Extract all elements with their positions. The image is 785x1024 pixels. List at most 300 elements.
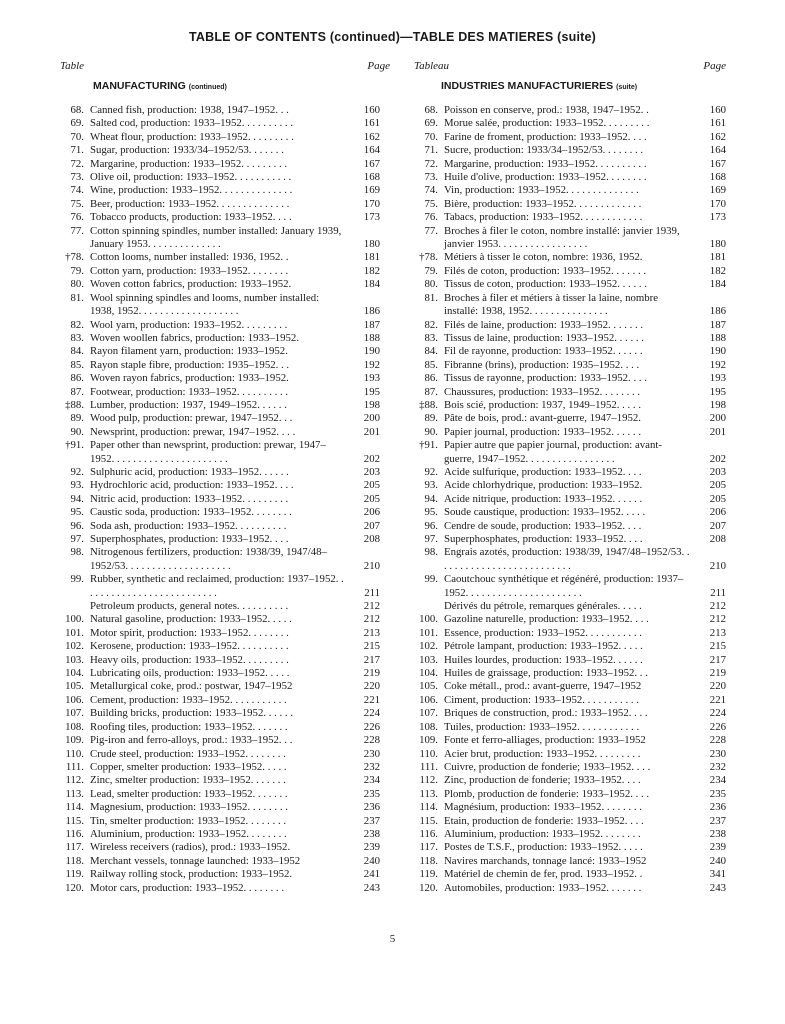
entry-number: 112. — [419, 774, 438, 787]
entry-page: 208 — [709, 533, 726, 545]
toc-entry — [414, 868, 726, 881]
entry-page: 182 — [709, 264, 726, 277]
entry-number: 76. — [70, 211, 84, 224]
toc-entry — [414, 345, 726, 358]
entry-text: Huiles de graissage, production: 1933–1952. . . — [444, 667, 648, 680]
entry-number — [414, 600, 444, 613]
entry-number: 102. — [419, 640, 438, 653]
entry-number: 117. — [65, 841, 84, 854]
entry-page: 198 — [363, 398, 380, 411]
entry-page: 169 — [363, 184, 380, 197]
entry-number: 75. — [70, 197, 84, 210]
entry-number: 109. — [419, 734, 438, 747]
section-heading — [414, 78, 726, 104]
toc-entry — [414, 761, 726, 774]
toc-entry — [60, 399, 390, 412]
entry-number: 83. — [424, 331, 438, 344]
toc-entry — [60, 855, 390, 868]
toc-entry — [414, 573, 726, 600]
toc-entry — [414, 372, 726, 385]
toc-entry — [414, 144, 726, 157]
entry-number: 81. — [424, 291, 438, 304]
entry-page: 192 — [363, 358, 380, 371]
entry-page: 235 — [363, 787, 380, 800]
entry-number: 112. — [65, 774, 84, 787]
entry-page: 219 — [363, 667, 380, 680]
entry-number: †91. — [65, 439, 84, 452]
toc-entry — [414, 627, 726, 640]
toc-entry — [60, 251, 390, 264]
entry-number: 111. — [65, 760, 84, 773]
entry-text: Pétrole lampant, production: 1933–1952. . . . . — [444, 640, 643, 653]
entry-number: 105. — [65, 680, 84, 693]
entry-number: 104. — [65, 667, 84, 680]
entry-number: 113. — [65, 787, 84, 800]
entry-page: 188 — [709, 331, 726, 344]
toc-entry — [414, 600, 726, 613]
entry-page: 205 — [709, 492, 726, 505]
entry-text: Broches à filer le coton, nombre installé: janvier 1939, janvier 1953. . . . . . . . . . . . . . . . . — [444, 224, 680, 251]
entry-text: Cendre de soude, production: 1933–1952. . . . — [444, 519, 642, 532]
entry-text: Nitrogenous fertilizers, production: 1938/39, 1947/48–1952/53. . . . . . . . . . . . . . . . . . . . — [90, 546, 327, 572]
toc-entry — [60, 882, 390, 895]
entry-page: 201 — [363, 425, 380, 438]
toc-entry — [414, 399, 726, 412]
entry-text: Tissus de rayonne, production: 1933–1952. . . . — [444, 372, 647, 385]
toc-entry — [60, 841, 390, 854]
entry-text: Salted cod, production: 1933–1952. . . . . . . . . . — [90, 117, 294, 130]
entry-text: Heavy oils, production: 1933–1952. . . . . . . . . — [90, 653, 289, 666]
entry-page: 170 — [709, 197, 726, 210]
entry-number: 99. — [424, 573, 438, 586]
toc-entry — [60, 131, 390, 144]
toc-entry — [414, 680, 726, 693]
toc-entry — [60, 479, 390, 492]
toc-entry — [414, 654, 726, 667]
entry-page: 238 — [709, 827, 726, 840]
entry-number: 85. — [424, 358, 438, 371]
entry-text: Plomb, production de fonderie: 1933–1952. . . . — [444, 787, 650, 800]
toc-entry — [60, 748, 390, 761]
toc-entry — [414, 117, 726, 130]
toc-entry — [414, 748, 726, 761]
entry-number: 94. — [70, 492, 84, 505]
toc-entry — [414, 251, 726, 264]
entry-text: Broches à filer et métiers à tisser la laine, nombre installé: 1938, 1952. . . . . . . . . . . . . . . — [444, 291, 659, 318]
entry-text: Zinc, production de fonderie; 1933–1952. . . . — [444, 774, 641, 787]
entry-text: Bois scié, production: 1937, 1949–1952. . . . . — [444, 398, 642, 411]
toc-entry — [414, 506, 726, 519]
toc-entry — [60, 426, 390, 439]
entry-page: 239 — [363, 841, 380, 854]
entry-page: 200 — [709, 412, 726, 425]
entry-number: 96. — [70, 519, 84, 532]
entry-page: 224 — [709, 707, 726, 720]
entry-number: 77. — [424, 224, 438, 237]
entry-text: Tobacco products, production: 1933–1952. . . . — [90, 211, 292, 224]
entry-text: Wool spinning spindles and looms, number installed: 1938, 1952. . . . . . . . . . . . . . . . . . . — [90, 291, 320, 318]
entry-number: 98. — [70, 546, 84, 559]
toc-entry — [60, 171, 390, 184]
entry-page: 184 — [363, 278, 380, 291]
entry-number: 107. — [65, 707, 84, 720]
toc-entry — [60, 104, 390, 117]
toc-entry — [60, 828, 390, 841]
entry-text: Briques de construction, prod.: 1933–1952. . . . — [444, 707, 648, 720]
entry-text: Superphosphates, production: 1933–1952. . . . — [90, 533, 289, 545]
entry-text: Superphosphates, production: 1933–1952. . . . — [444, 533, 643, 545]
entry-page: 168 — [363, 171, 380, 184]
toc-entry — [414, 278, 726, 291]
entry-page: 190 — [363, 345, 380, 358]
entry-text: Cuivre, production de fonderie; 1933–1952. . . . — [444, 760, 651, 773]
table-column-label: Table — [60, 60, 85, 72]
entry-text: Nitric acid, production: 1933–1952. . . . . . . . . — [90, 492, 289, 505]
toc-entry — [60, 734, 390, 747]
entry-text: Essence, production: 1933–1952. . . . . . . . . . . — [444, 626, 642, 639]
entry-text: Tin, smelter production: 1933–1952. . . . . . . . — [90, 814, 287, 827]
toc-entry — [60, 278, 390, 291]
entry-number: 101. — [65, 626, 84, 639]
entry-text: Ciment, production: 1933–1952. . . . . . . . . . . — [444, 693, 639, 706]
entry-page: 192 — [709, 358, 726, 371]
entry-number: 79. — [70, 264, 84, 277]
entry-number: 84. — [424, 345, 438, 358]
entry-text: Roofing tiles, production: 1933–1952. . . . . . . — [90, 720, 288, 733]
entry-page: 221 — [709, 693, 726, 706]
entry-page: 213 — [709, 626, 726, 639]
toc-entry — [60, 211, 390, 224]
toc-entry — [414, 211, 726, 224]
entry-text: Copper, smelter production: 1933–1952. . . . . — [90, 760, 287, 773]
toc-entry — [414, 520, 726, 533]
entry-page: 243 — [709, 881, 726, 894]
entry-page: 182 — [363, 264, 380, 277]
entry-page: 235 — [709, 787, 726, 800]
toc-entry — [60, 613, 390, 626]
entry-number: 84. — [70, 345, 84, 358]
toc-entry — [60, 761, 390, 774]
toc-entry — [60, 640, 390, 653]
entry-number: 80. — [70, 278, 84, 291]
entry-text: Zinc, smelter production: 1933–1952. . . . . . . — [90, 774, 286, 787]
entry-text: Crude steel, production: 1933–1952. . . . . . . . — [90, 747, 286, 760]
toc-entry — [414, 439, 726, 466]
entry-page: 162 — [709, 130, 726, 143]
entry-text: Wheat flour, production: 1933–1952. . . . . . . . . — [90, 130, 294, 143]
entry-text: Margarine, production: 1933–1952. . . . . . . . . — [90, 157, 288, 170]
toc-entry — [60, 198, 390, 211]
entry-page: 170 — [363, 197, 380, 210]
entry-page: 213 — [363, 626, 380, 639]
entry-page: 230 — [709, 747, 726, 760]
toc-entry — [60, 372, 390, 385]
toc-entry — [60, 144, 390, 157]
toc-entry — [60, 158, 390, 171]
entry-number: 108. — [65, 720, 84, 733]
entry-page: 238 — [363, 827, 380, 840]
entry-text: Wood pulp, production: prewar, 1947–1952. . . — [90, 412, 293, 425]
entry-page: 205 — [363, 479, 380, 492]
entry-text: Sucre, production: 1933/34–1952/53. . . . . . . . — [444, 144, 644, 157]
entry-number — [60, 600, 90, 613]
entry-number: 117. — [419, 841, 438, 854]
entry-page: 205 — [709, 479, 726, 492]
entry-text: Tuiles, production: 1933–1952. . . . . . . . . . . . — [444, 720, 640, 733]
entry-page: 190 — [709, 345, 726, 358]
entry-number: 94. — [424, 492, 438, 505]
entry-page: 186 — [709, 305, 726, 318]
entry-page: 203 — [709, 465, 726, 478]
toc-entry — [60, 667, 390, 680]
entry-number: 120. — [419, 881, 438, 894]
entry-page: 186 — [363, 305, 380, 318]
toc-entry — [414, 158, 726, 171]
entry-page: 217 — [709, 653, 726, 666]
entry-number: 109. — [65, 734, 84, 747]
entry-text: Acide sulfurique, production: 1933–1952. . . . — [444, 465, 642, 478]
entry-text: Cement, production: 1933–1952. . . . . . . . . . . — [90, 693, 287, 706]
toc-entry — [414, 667, 726, 680]
entry-text: Caustic soda, production: 1933–1952. . . . . . . . — [90, 506, 292, 519]
entry-text: Dérivés du pétrole, remarques générales. . . . . — [444, 600, 642, 613]
entry-text: Woven rayon fabrics, production: 1933–1952. — [90, 372, 289, 385]
entry-page: 220 — [709, 680, 726, 693]
entry-number: 73. — [70, 171, 84, 184]
entry-text: Natural gasoline, production: 1933–1952. . . . . — [90, 613, 292, 626]
entry-text: Métiers à tisser le coton, nombre: 1936, 1952. — [444, 251, 643, 264]
entry-number: 99. — [70, 573, 84, 586]
entry-text: Wool yarn, production: 1933–1952. . . . . . . . . — [90, 318, 288, 331]
entry-text: Magnésium, production: 1933–1952. . . . . . . . — [444, 801, 642, 814]
toc-entry — [414, 184, 726, 197]
entry-page: 240 — [363, 854, 380, 867]
entry-text: Kerosene, production: 1933–1952. . . . . . . . . . — [90, 640, 289, 653]
entry-text: Matériel de chemin de fer, prod. 1933–1952. . — [444, 868, 643, 881]
entry-text: Farine de froment, production: 1933–1952. . . . — [444, 130, 647, 143]
entry-text: Rubber, synthetic and reclaimed, production: 1937–1952. . . . . . . . . . . . . . . . . . . . . . . . . . — [90, 573, 344, 599]
entry-page: 226 — [363, 720, 380, 733]
entry-text: Merchant vessels, tonnage launched: 1933–1952 — [90, 854, 301, 867]
entry-text: Acide chlorhydrique, production: 1933–1952. — [444, 479, 643, 492]
toc-entry — [60, 868, 390, 881]
toc-entry — [60, 600, 390, 613]
toc-entry — [60, 493, 390, 506]
toc-entry — [414, 292, 726, 319]
entry-text: Cotton looms, number installed: 1936, 1952. . — [90, 251, 289, 264]
entry-page: 195 — [363, 385, 380, 398]
entry-number: 93. — [70, 479, 84, 492]
entry-page: 236 — [363, 801, 380, 814]
toc-entry — [60, 573, 390, 600]
entry-text: Railway rolling stock, production: 1933–1952. — [90, 868, 293, 881]
entry-page: 187 — [363, 318, 380, 331]
entry-number: 102. — [65, 640, 84, 653]
toc-entry — [414, 479, 726, 492]
entry-text: Tabacs, production: 1933–1952. . . . . . . . . . . . — [444, 211, 643, 224]
entry-page: 220 — [363, 680, 380, 693]
entry-page: 212 — [709, 613, 726, 626]
entry-number: 86. — [70, 372, 84, 385]
toc-entry — [60, 265, 390, 278]
toc-entry — [60, 359, 390, 372]
entry-number: 95. — [70, 506, 84, 519]
toc-entry — [414, 882, 726, 895]
entry-page: 181 — [709, 251, 726, 264]
entry-text: Postes de T.S.F., production: 1933–1952. . . . . — [444, 841, 643, 854]
entry-text: Footwear, production: 1933–1952. . . . . . . . . . — [90, 385, 289, 398]
entry-text: Poisson en conserve, prod.: 1938, 1947–1952. . — [444, 104, 649, 116]
toc-entry — [414, 319, 726, 332]
entry-page: 243 — [363, 881, 380, 894]
entry-number: 113. — [419, 787, 438, 800]
entry-page: 228 — [363, 734, 380, 747]
entry-text: Rayon filament yarn, production: 1933–1952. — [90, 345, 288, 358]
page-column-label: Page — [367, 60, 390, 72]
entry-page: 239 — [709, 841, 726, 854]
entry-number: 114. — [65, 801, 84, 814]
entry-page: 200 — [363, 412, 380, 425]
entry-text: Petroleum products, general notes. . . . . . . . . . — [90, 600, 289, 613]
toc-entry — [414, 815, 726, 828]
entry-text: Huiles lourdes, production: 1933–1952. . . . . . — [444, 653, 643, 666]
section-title: MANUFACTURING — [93, 80, 186, 92]
entry-text: Building bricks, production: 1933–1952. . . . . . — [90, 707, 294, 720]
toc-entry — [60, 627, 390, 640]
entry-page: 188 — [363, 331, 380, 344]
toc-entry — [414, 412, 726, 425]
entry-text: Lead, smelter production: 1933–1952. . . . . . . — [90, 787, 288, 800]
entry-number: 103. — [65, 653, 84, 666]
entry-number: 72. — [424, 157, 438, 170]
column-header — [60, 60, 390, 78]
section-title: INDUSTRIES MANUFACTURIERES — [441, 80, 614, 92]
entry-list — [414, 104, 726, 895]
entry-number: 82. — [424, 318, 438, 331]
entry-number: 107. — [419, 707, 438, 720]
entry-text: Tissus de coton, production: 1933–1952. . . . . . — [444, 278, 647, 291]
entry-number: 92. — [70, 465, 84, 478]
toc-entry — [60, 117, 390, 130]
entry-number: 72. — [70, 157, 84, 170]
entry-text: Sulphuric acid, production: 1933–1952. . . . . . — [90, 465, 289, 478]
entry-number: 82. — [70, 318, 84, 331]
entry-text: Gazoline naturelle, production: 1933–1952. . . . — [444, 613, 649, 626]
toc-entry — [414, 198, 726, 211]
entry-number: 119. — [419, 868, 438, 881]
entry-page: 207 — [363, 519, 380, 532]
entry-text: Fonte et ferro-alliages, production: 1933–1952 — [444, 734, 646, 747]
toc-entry — [414, 332, 726, 345]
entry-page: 184 — [709, 278, 726, 291]
entry-text: Motor cars, production: 1933–1952. . . . . . . . — [90, 881, 285, 894]
toc-entry — [60, 506, 390, 519]
column-header — [414, 60, 726, 78]
entry-text: Acide nitrique, production: 1933–1952. . . . . . — [444, 492, 643, 505]
entry-number: 105. — [419, 680, 438, 693]
toc-entry — [60, 721, 390, 734]
entry-page: 212 — [363, 600, 380, 613]
entry-page: 206 — [363, 506, 380, 519]
page-column-label: Page — [703, 60, 726, 72]
entry-page: 207 — [709, 519, 726, 532]
entry-number: 87. — [70, 385, 84, 398]
entry-page: 236 — [709, 801, 726, 814]
toc-entry — [60, 815, 390, 828]
entry-number: 74. — [424, 184, 438, 197]
entry-number: ‡88. — [419, 398, 438, 411]
entry-number: †78. — [65, 251, 84, 264]
entry-page: 241 — [363, 868, 380, 881]
entry-text: Acier brut, production: 1933–1952. . . . . . . . . — [444, 747, 641, 760]
entry-number: 106. — [419, 693, 438, 706]
entry-text: Papier autre que papier journal, production: avant-guerre, 1947–1952. . . . . . . . . . . . . . . . . — [444, 439, 662, 465]
toc-entry — [414, 386, 726, 399]
toc-entry — [414, 734, 726, 747]
entry-text: Papier journal, production: 1933–1952. . . . . . — [444, 425, 642, 438]
entry-number: 85. — [70, 358, 84, 371]
entry-page: 215 — [709, 640, 726, 653]
entry-number: 86. — [424, 372, 438, 385]
entry-page: 180 — [709, 238, 726, 251]
toc-entry — [60, 184, 390, 197]
entry-text: Navires marchands, tonnage lancé: 1933–1952 — [444, 854, 647, 867]
entry-number: 71. — [70, 144, 84, 157]
entry-number: 68. — [424, 104, 438, 116]
entry-page: 162 — [363, 130, 380, 143]
entry-number: 97. — [424, 533, 438, 545]
entry-number: 97. — [70, 533, 84, 545]
entry-text: Fibranne (brins), production: 1935–1952. . . . — [444, 358, 640, 371]
entry-page: 237 — [363, 814, 380, 827]
toc-entry — [414, 707, 726, 720]
entry-page: 215 — [363, 640, 380, 653]
entry-page: 198 — [709, 398, 726, 411]
entry-number: 83. — [70, 331, 84, 344]
entry-number: 70. — [424, 130, 438, 143]
entry-text: Vin, production: 1933–1952. . . . . . . . . . . . . . — [444, 184, 639, 197]
toc-entry — [414, 694, 726, 707]
entry-text: Woven woollen fabrics, production: 1933–1952. — [90, 331, 300, 344]
entry-number: 81. — [70, 291, 84, 304]
entry-page: 205 — [363, 492, 380, 505]
toc-entry — [60, 412, 390, 425]
contents-column-french — [414, 60, 726, 895]
section-suffix: (continued) — [188, 84, 227, 91]
entry-text: Soude caustique, production: 1933–1952. . . . . — [444, 506, 646, 519]
entry-page: 237 — [709, 814, 726, 827]
toc-entry — [414, 801, 726, 814]
entry-text: Margarine, production: 1933–1952. . . . . . . . . . — [444, 157, 647, 170]
section-heading — [60, 78, 390, 104]
entry-page: 212 — [709, 600, 726, 613]
entry-page: 195 — [709, 385, 726, 398]
toc-entry — [60, 680, 390, 693]
toc-entry — [60, 801, 390, 814]
entry-text: Olive oil, production: 1933–1952. . . . . . . . . . . — [90, 171, 292, 184]
entry-page: 201 — [709, 425, 726, 438]
toc-entry — [414, 533, 726, 546]
entry-text: Filés de coton, production: 1933–1952. . . . . . . — [444, 264, 647, 277]
entry-page: 219 — [709, 667, 726, 680]
entry-text: Metallurgical coke, prod.: postwar, 1947–1952 — [90, 680, 293, 693]
toc-entry — [60, 439, 390, 466]
entry-number: 77. — [70, 224, 84, 237]
entry-number: 95. — [424, 506, 438, 519]
toc-entry — [414, 493, 726, 506]
entry-page: 224 — [363, 707, 380, 720]
contents-column-english — [60, 60, 390, 895]
